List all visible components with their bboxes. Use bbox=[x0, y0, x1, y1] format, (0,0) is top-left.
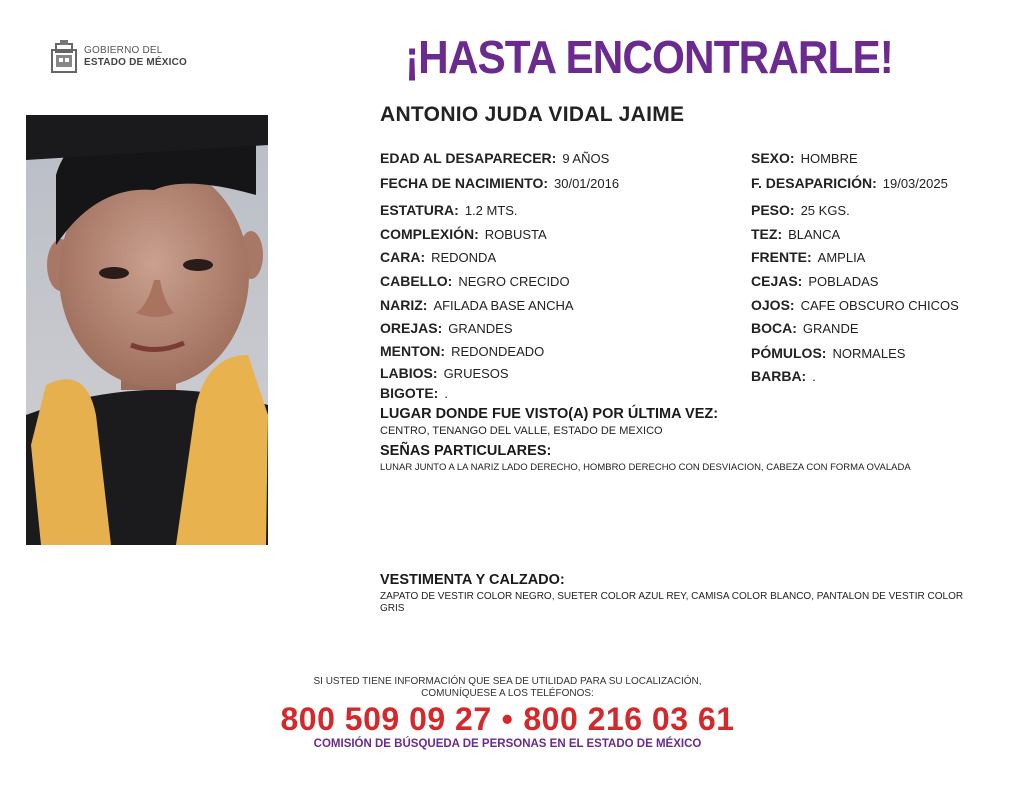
field-boca: BOCA: GRANDE bbox=[751, 320, 859, 336]
state-seal-icon bbox=[50, 40, 78, 74]
field-cabello: CABELLO: NEGRO CRECIDO bbox=[380, 273, 570, 289]
field-nariz: NARIZ: AFILADA BASE ANCHA bbox=[380, 297, 574, 313]
field-orejas: OREJAS: GRANDES bbox=[380, 320, 513, 336]
government-logo bbox=[50, 40, 187, 74]
field-labios: LABIOS: GRUESOS bbox=[380, 365, 509, 381]
last-seen-text: CENTRO, TENANGO DEL VALLE, ESTADO DE MEXICO bbox=[380, 425, 663, 437]
logo-line1: GOBIERNO DEL bbox=[84, 45, 163, 56]
field-sexo: SEXO: HOMBRE bbox=[751, 150, 858, 166]
field-fecha-nacimiento: FECHA DE NACIMIENTO: 30/01/2016 bbox=[380, 175, 620, 191]
phone-numbers bbox=[230, 701, 785, 738]
field-complexion: COMPLEXIÓN: ROBUSTA bbox=[380, 226, 547, 242]
field-menton: MENTON: REDONDEADO bbox=[380, 343, 545, 359]
missing-person-photo bbox=[26, 115, 268, 545]
contact-info bbox=[230, 676, 785, 700]
headline: ¡HASTA ENCONTRARLE! bbox=[405, 31, 893, 83]
field-frente: FRENTE: AMPLIA bbox=[751, 249, 866, 265]
field-cara: CARA: REDONDA bbox=[380, 249, 497, 265]
phone-separator: • bbox=[501, 701, 514, 737]
contact-info-line2: COMUNÍQUESE A LOS TELÉFONOS: bbox=[421, 688, 594, 699]
marks-text: LUNAR JUNTO A LA NARIZ LADO DERECHO, HOMBRO DERECHO CON DESVIACION, CABEZA CON FORMA OVALADA bbox=[380, 462, 911, 473]
commission-name: COMISIÓN DE BÚSQUEDA DE PERSONAS EN EL ESTADO DE MÉXICO bbox=[313, 738, 702, 750]
clothing-title: VESTIMENTA Y CALZADO: bbox=[380, 572, 565, 588]
phone-number-2[interactable]: 800 216 03 61 bbox=[523, 701, 735, 737]
clothing-text: ZAPATO DE VESTIR COLOR NEGRO, SUETER COLOR AZUL REY, CAMISA COLOR BLANCO, PANTALON DE VESTIR COLOR GRIS bbox=[380, 591, 964, 614]
contact-info-line1: SI USTED TIENE INFORMACIÓN QUE SEA DE UTILIDAD PARA SU LOCALIZACIÓN, bbox=[313, 676, 702, 687]
last-seen-title: LUGAR DONDE FUE VISTO(A) POR ÚLTIMA VEZ: bbox=[380, 406, 719, 422]
logo-line2: ESTADO DE MÉXICO bbox=[84, 57, 188, 68]
field-peso: PESO: 25 KGS. bbox=[751, 202, 850, 218]
field-bigote: BIGOTE: . bbox=[380, 385, 448, 401]
field-fecha-desaparicion: F. DESAPARICIÓN: 19/03/2025 bbox=[751, 175, 948, 191]
field-edad: EDAD AL DESAPARECER: 9 AÑOS bbox=[380, 150, 610, 166]
field-estatura: ESTATURA: 1.2 MTS. bbox=[380, 202, 518, 218]
field-barba: BARBA: . bbox=[751, 368, 816, 384]
marks-title: SEÑAS PARTICULARES: bbox=[380, 443, 552, 459]
person-name: ANTONIO JUDA VIDAL JAIME bbox=[380, 103, 685, 126]
field-cejas: CEJAS: POBLADAS bbox=[751, 273, 879, 289]
phone-number-1[interactable]: 800 509 09 27 bbox=[280, 701, 492, 737]
field-pomulos: PÓMULOS: NORMALES bbox=[751, 345, 906, 361]
field-ojos: OJOS: CAFE OBSCURO CHICOS bbox=[751, 297, 959, 313]
field-tez: TEZ: BLANCA bbox=[751, 226, 841, 242]
